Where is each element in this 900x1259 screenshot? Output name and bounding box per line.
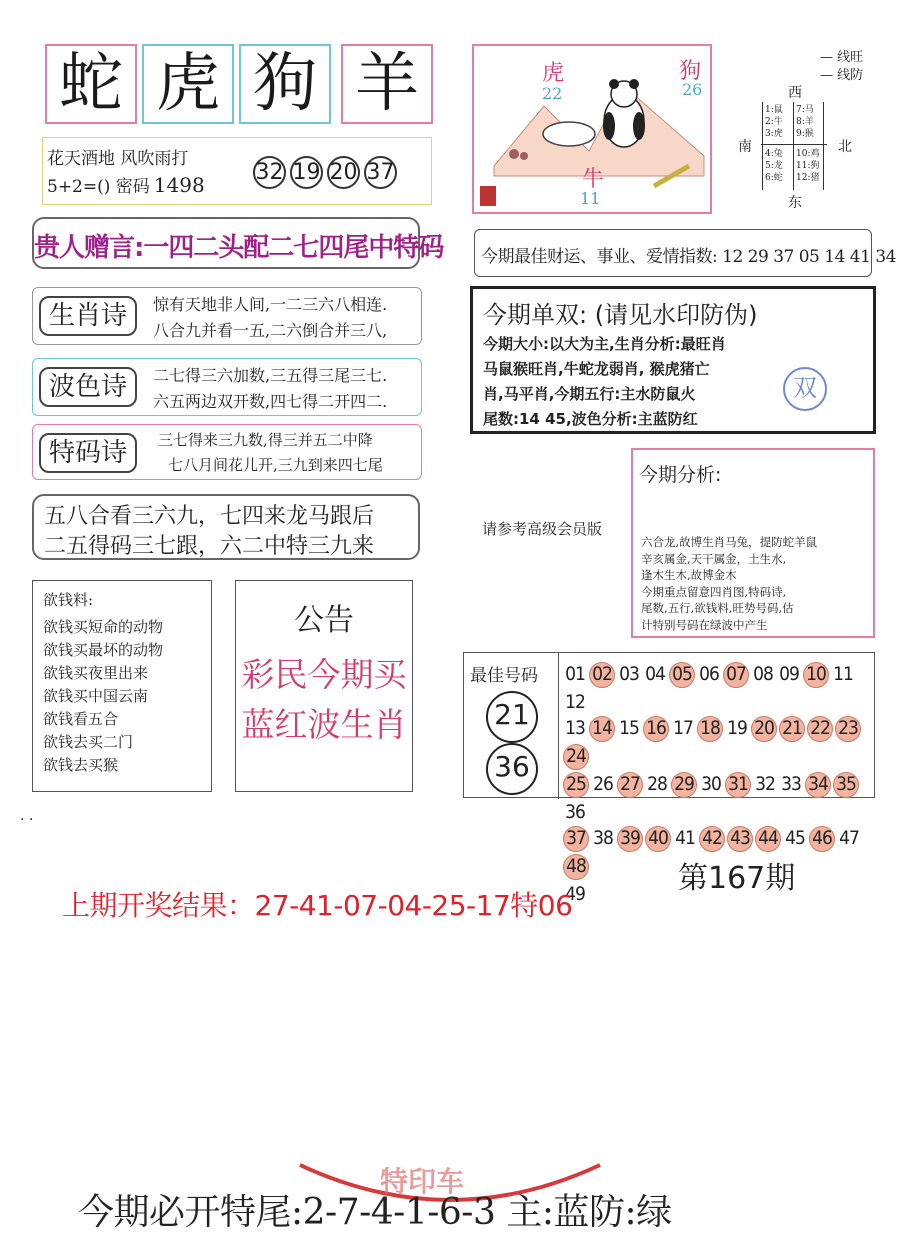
- number-cell: 22: [807, 716, 833, 742]
- best-pick: 21: [486, 691, 538, 743]
- compass-left-bottom: 4:兔 5:龙 6:蛇: [765, 149, 783, 183]
- number-cell: 35: [833, 772, 859, 798]
- compass-east: 东: [788, 195, 802, 211]
- zodiac-box-3: 狗: [239, 44, 331, 124]
- notice-box: [235, 580, 413, 792]
- list-item: 欲钱看五合: [43, 710, 119, 728]
- best-pick: 36: [486, 743, 538, 795]
- best-left: [464, 653, 559, 799]
- number-cell: 21: [779, 716, 805, 742]
- number-cell: 41: [675, 827, 695, 849]
- number-cell: 34: [805, 772, 831, 798]
- number-cell: 23: [835, 716, 861, 742]
- compass-grid: [762, 102, 824, 190]
- number-cell: 29: [671, 772, 697, 798]
- analysis-title: 今期分析:: [639, 464, 722, 486]
- poem-tema: [32, 424, 422, 480]
- picture-num-tiger: 22: [542, 84, 563, 103]
- number-cell: 26: [593, 773, 613, 795]
- compass-south: 南: [738, 139, 752, 155]
- poem-shengxiao: [32, 287, 422, 345]
- number-cell: 31: [725, 772, 751, 798]
- best-label: 最佳号码: [470, 666, 538, 686]
- number-cell: 38: [593, 827, 613, 849]
- number-cell: 43: [727, 826, 753, 852]
- notice-title: 公告: [294, 603, 354, 638]
- member-note: 请参考高级会员版: [482, 520, 603, 538]
- compass-divider: [761, 144, 827, 145]
- picture-num-dog: 26: [682, 80, 703, 99]
- picture-label-dog: 狗: [679, 59, 702, 84]
- poem-line: 六五两边双开数,四七得二开四二.: [153, 392, 388, 411]
- list-item: 欲钱去买猴: [43, 756, 119, 774]
- danshuang-line: 马鼠猴旺肖,牛蛇龙弱肖, 猴虎猪亡: [483, 360, 710, 378]
- dots: . .: [20, 808, 34, 824]
- notice-line-2: 蓝红波生肖: [241, 705, 407, 744]
- picture-label-tiger: 虎: [542, 61, 565, 86]
- number-cell: 37: [563, 826, 589, 852]
- index-box: [474, 229, 896, 277]
- poem-bose: [32, 358, 422, 416]
- number-cell: 14: [589, 716, 615, 742]
- danshuang-box: [470, 286, 876, 434]
- number-cell: 04: [645, 663, 665, 685]
- compass-right-bottom: 10:鸡 11:狗 12:猪: [796, 149, 820, 183]
- hint-code: 1498: [153, 173, 205, 197]
- hint-ball: 37: [364, 156, 397, 189]
- watermark-stamp: 双: [783, 367, 827, 411]
- number-cell: 16: [643, 716, 669, 742]
- number-cell: 42: [699, 826, 725, 852]
- number-cell: 08: [753, 663, 773, 685]
- danshuang-line: 今期大小:以大为主,生肖分析:最旺肖: [483, 335, 726, 353]
- hint-balls: [253, 156, 401, 189]
- number-cell: 40: [645, 826, 671, 852]
- number-cell: 36: [565, 801, 585, 823]
- number-cell: 15: [619, 717, 639, 739]
- number-cell: 45: [785, 827, 805, 849]
- danshuang-line: 尾数:14 45,波色分析:主蓝防红: [483, 410, 698, 428]
- danshuang-title: 今期单双: (请见水印防伪): [483, 301, 758, 329]
- number-cell: 25: [563, 772, 589, 798]
- verse-box: [32, 494, 420, 560]
- picture-label-ox: 牛: [582, 167, 605, 192]
- analysis-lines: 六合龙,故博生肖马兔，提防蛇羊鼠 辛亥属金,天干属金，土生水, 逢木生木,故博金木 今期重点留意四肖图,特码诗, 尾数,五行,欲钱料,旺势号码,估 计特别号码在绿波中产生: [641, 535, 818, 632]
- yuqian-title: 欲钱料:: [43, 591, 94, 609]
- list-item: 欲钱买最坏的动物: [43, 641, 164, 659]
- zodiac-box-2: 虎: [142, 44, 234, 124]
- list-item: 欲钱买中国云南: [43, 687, 149, 705]
- zodiac-box-4: 羊: [341, 44, 433, 124]
- hint-box: [42, 137, 432, 205]
- list-item: 欲钱买夜里出来: [43, 664, 149, 682]
- list-item: 欲钱去买二门: [43, 733, 134, 751]
- poem-line: 二七得三六加数,三五得三尾三七.: [153, 366, 388, 385]
- number-cell: 48: [563, 854, 589, 880]
- hint-ball: 19: [290, 156, 323, 189]
- number-cell: 05: [669, 662, 695, 688]
- number-cell: 27: [617, 772, 643, 798]
- number-cell: 06: [699, 663, 719, 685]
- number-cell: 49: [565, 883, 585, 905]
- number-cell: 46: [809, 826, 835, 852]
- number-cell: 02: [589, 662, 615, 688]
- compass-west: 西: [788, 85, 802, 101]
- hint-ball: 32: [253, 156, 286, 189]
- danshuang-line: 肖,马平肖,今期五行:主水防鼠火: [483, 385, 696, 403]
- hint-line-1: 花天酒地 风吹雨打: [47, 149, 189, 169]
- poem-line: 八合九并看一五,二六倒合并三八,: [153, 321, 388, 340]
- number-cell: 11: [833, 663, 853, 685]
- compass-divider: [793, 102, 794, 190]
- verse-line-1: 五八合看三六九，七四来龙马跟后: [44, 504, 375, 529]
- poem-label: 波色诗: [39, 367, 137, 407]
- period-label: 第167期: [678, 861, 796, 896]
- number-cell: 32: [755, 773, 775, 795]
- hint-line-2: 5+2=() 密码 1498: [47, 173, 205, 197]
- compass: [730, 44, 890, 214]
- compass-legend-2: — 线防: [820, 68, 864, 83]
- number-cell: 44: [755, 826, 781, 852]
- verse-line-2: 二五得码三七跟，六二中特三九来: [44, 534, 375, 559]
- number-cell: 12: [565, 691, 585, 713]
- notice-line-1: 彩民今期买: [241, 655, 407, 694]
- list-item: 欲钱买短命的动物: [43, 618, 164, 636]
- picture-box: [472, 44, 712, 214]
- number-cell: 07: [723, 662, 749, 688]
- analysis-box: [631, 448, 875, 638]
- index-line: 今期最佳财运、事业、爱情指数: 12 29 37 05 14 41 34: [481, 247, 896, 267]
- number-cell: 17: [673, 717, 693, 739]
- poem-label: 特码诗: [39, 433, 137, 473]
- bottom-line: 今期必开特尾:2-7-4-1-6-3 主:蓝防:绿: [78, 1192, 672, 1233]
- compass-north: 北: [838, 139, 852, 155]
- number-cell: 18: [697, 716, 723, 742]
- red-stamp-text: 特印车: [380, 1165, 465, 1198]
- poem-line: 惊有天地非人间,一二三六八相连.: [153, 295, 388, 314]
- number-cell: 09: [779, 663, 799, 685]
- poem-line: 三七得来三九数,得三并五二中降: [158, 431, 373, 449]
- number-cell: 10: [803, 662, 829, 688]
- number-cell: 20: [751, 716, 777, 742]
- number-cell: 28: [647, 773, 667, 795]
- zodiac-box-1: 蛇: [45, 44, 137, 124]
- compass-right-top: 7:马 8:羊 9:猴: [796, 105, 814, 139]
- number-cell: 24: [563, 744, 589, 770]
- number-cell: 33: [781, 773, 801, 795]
- picture-num-ox: 11: [580, 189, 601, 208]
- yuqian-box: [32, 580, 212, 792]
- number-cell: 39: [617, 826, 643, 852]
- number-cell: 03: [619, 663, 639, 685]
- number-cell: 30: [701, 773, 721, 795]
- banner-text: 贵人赠言:一四二头配二七四尾中特码: [34, 233, 444, 263]
- compass-left-top: 1:鼠 2:牛 3:虎: [765, 105, 783, 139]
- number-cell: 47: [839, 827, 859, 849]
- poem-line: 七八月间花儿开,三九到来四七尾: [168, 456, 383, 474]
- banner-box: [32, 217, 444, 269]
- number-cell: 19: [727, 717, 747, 739]
- number-cell: 01: [565, 663, 585, 685]
- compass-legend-1: — 线旺: [820, 50, 864, 65]
- last-result: 上期开奖结果：27-41-07-04-25-17特06: [62, 889, 573, 922]
- number-cell: 13: [565, 717, 585, 739]
- hint-ball: 20: [327, 156, 360, 189]
- poem-label: 生肖诗: [39, 296, 137, 336]
